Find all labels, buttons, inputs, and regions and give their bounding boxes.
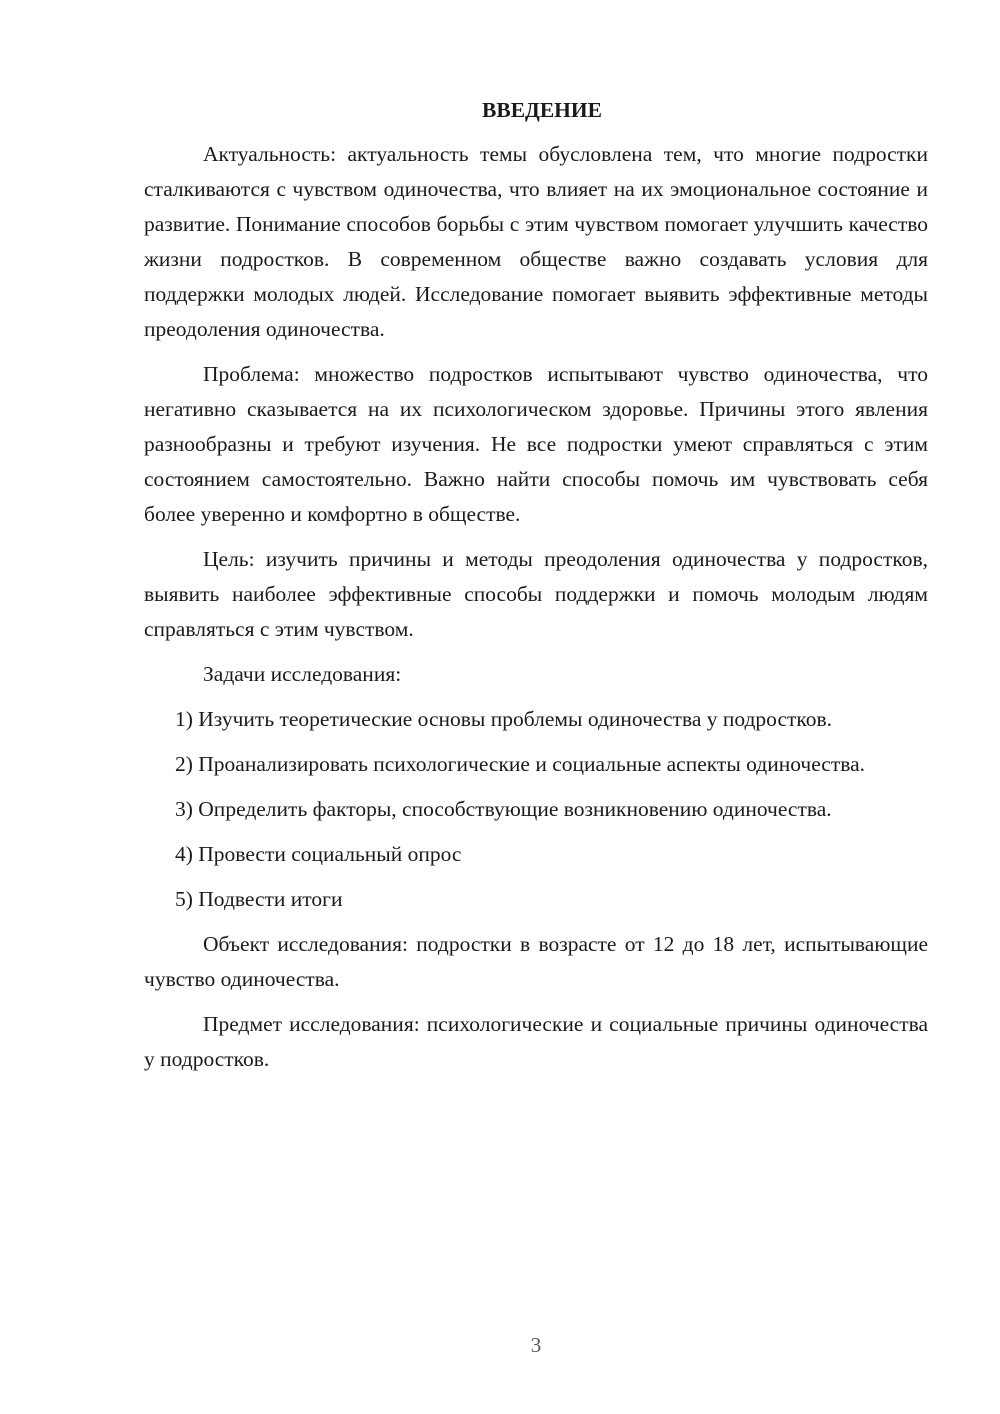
task-item-5: 5) Подвести итоги [175,887,343,911]
page-number: 3 [530,1333,542,1357]
task-item-3: 3) Определить факторы, способствующие возникновению одиночества. [175,797,832,821]
tasks-title: Задачи исследования: [203,662,402,686]
task-item-2: 2) Проанализировать психологические и социальные аспекты одиночества. [175,752,866,776]
relevance-paragraph: Актуальность: актуальность темы обусловлена тем, что многие подростки сталкиваются с чувством одиночества, что влияет на их эмоциональное состояние и развитие. Понимание способов борьбы с этим чувством помогает улучшить качество жизни подростков. В современном обществе важно создавать условия для поддержки молодых людей. Исследование помогает выявить эффективные методы преодоления одиночества. [144,142,928,341]
section-heading: ВВЕДЕНИЕ [482,98,602,122]
subject-paragraph: Предмет исследования: психологические и социальные причины одиночества у подростков. [144,1012,928,1071]
goal-paragraph: Цель: изучить причины и методы преодоления одиночества у подростков, выявить наиболее эффективные способы поддержки и помочь молодым людям справляться с этим чувством. [144,547,928,641]
task-item-4: 4) Провести социальный опрос [175,842,462,866]
problem-paragraph: Проблема: множество подростков испытывают чувство одиночества, что негативно сказывается на их психологическом здоровье. Причины этого явления разнообразны и требуют изучения. Не все подростки умеют справляться с этим состоянием самостоятельно. Важно найти способы помочь им чувствовать себя более уверенно и комфортно в обществе. [144,362,928,526]
task-item-1: 1) Изучить теоретические основы проблемы одиночества у подростков. [175,707,833,731]
object-paragraph: Объект исследования: подростки в возрасте от 12 до 18 лет, испытывающие чувство одиночества. [144,932,928,991]
document-page [144,95,928,1087]
